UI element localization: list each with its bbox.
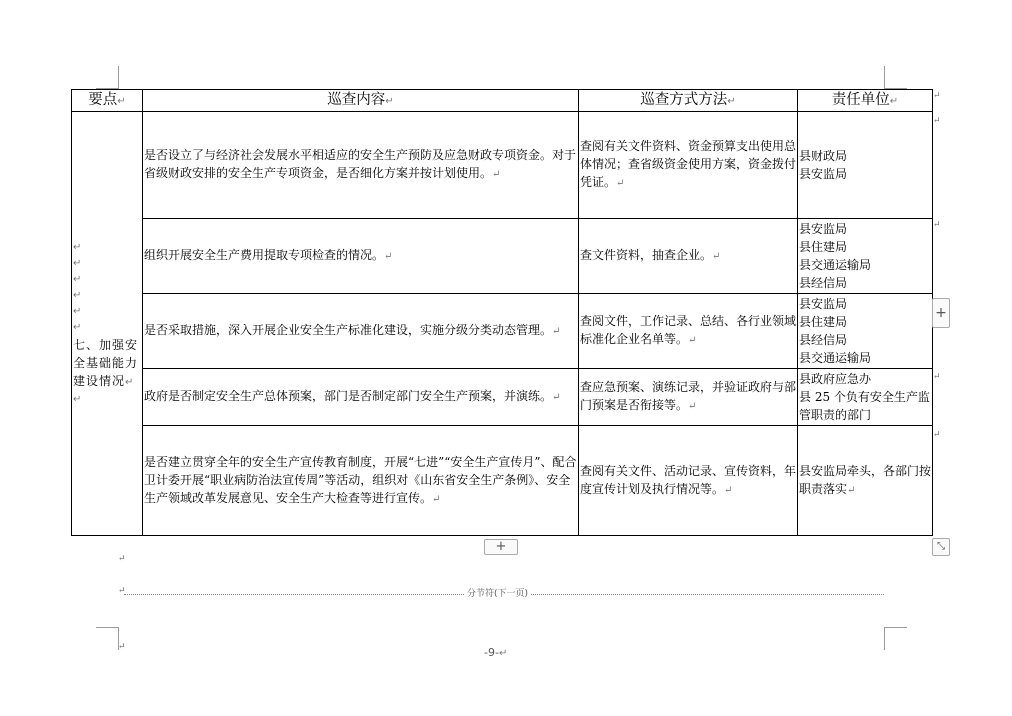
method-cell[interactable]: 查阅有关文件资料、资金预算支出使用总体情况；查省级资金使用方案，资金拨付凭证。↵ <box>579 112 798 219</box>
table-row <box>72 112 933 219</box>
content-cell[interactable]: 政府是否制定安全生产总体预案，部门是否制定部门安全生产预案，并演练。↵ <box>143 369 579 426</box>
row-end-mark: ↵ <box>933 116 941 126</box>
method-cell[interactable]: 查阅有关文件、活动记录、宣传资料，年度宣传计划及执行情况等。↵ <box>579 426 798 536</box>
table-row <box>72 369 933 426</box>
content-cell[interactable]: 是否建立贯穿全年的安全生产宣传教育制度，开展“七进”“安全生产宣传月”、配合卫计委开展“职业病防治法宣传周”等活动，组织对《山东省安全生产条例》、安全生产领域改革发展意见、安全生产大检查等进行宣传。↵ <box>143 426 579 536</box>
section-break-label: 分节符(下一页) <box>464 586 531 599</box>
add-column-button[interactable]: + <box>932 298 950 328</box>
header-key[interactable]: 要点↵ <box>72 90 143 112</box>
header-method[interactable]: 巡查方式方法↵ <box>579 90 798 112</box>
content-cell[interactable]: 是否设立了与经济社会发展水平相适应的安全生产预防及应急财政专项资金。对于省级财政安排的安全生产专项资金，是否细化方案并按计划使用。↵ <box>143 112 579 219</box>
content-cell[interactable]: 是否采取措施，深入开展企业安全生产标准化建设，实施分级分类动态管理。↵ <box>143 294 579 369</box>
table-row <box>72 294 933 369</box>
section-break <box>124 586 884 598</box>
header-unit[interactable]: 责任单位↵ <box>798 90 933 112</box>
method-cell[interactable]: 查阅文件，工作记录、总结、各行业领域标准化企业名单等。↵ <box>579 294 798 369</box>
key-section-cell[interactable]: ↵ ↵ ↵ ↵ ↵ ↵ 七、加强安全基础能力建设情况↵ ↵ <box>72 112 143 536</box>
method-cell[interactable]: 查应急预案、演练记录，并验证政府与部门预案是否衔接等。↵ <box>579 369 798 426</box>
inspection-table <box>71 89 933 536</box>
key-section-label: 七、加强安全基础能力建设情况 <box>73 337 139 388</box>
paragraph-mark: ↵ <box>118 586 126 596</box>
add-row-button[interactable]: + <box>484 539 518 555</box>
paragraph-mark: ↵ <box>118 642 126 652</box>
method-cell[interactable]: 查文件资料，抽查企业。↵ <box>579 219 798 294</box>
unit-cell[interactable]: 县安监局 县住建局 县交通运输局 县经信局 <box>798 219 933 294</box>
row-end-mark: ↵ <box>933 91 941 101</box>
crop-mark-top-left <box>96 66 119 89</box>
page-number: -9-↵ <box>484 646 508 659</box>
crop-mark-top-right <box>884 66 907 89</box>
table-row <box>72 219 933 294</box>
table-row <box>72 426 933 536</box>
crop-mark-bottom-right <box>884 627 907 650</box>
row-end-mark: ↵ <box>933 220 941 230</box>
table-header-row <box>72 90 933 112</box>
unit-cell[interactable]: 县财政局 县安监局 <box>798 112 933 219</box>
unit-cell[interactable]: 县政府应急办 县 25 个负有安全生产监管职责的部门 <box>798 369 933 426</box>
unit-cell[interactable]: 县安监局牵头，各部门按职责落实↵ <box>798 426 933 536</box>
table-resize-handle[interactable]: ⤡ <box>932 538 950 556</box>
paragraph-mark: ↵ <box>118 554 126 564</box>
unit-cell[interactable]: 县安监局 县住建局 县经信局 县交通运输局 <box>798 294 933 369</box>
header-content[interactable]: 巡查内容↵ <box>143 90 579 112</box>
row-end-mark: ↵ <box>933 372 941 382</box>
crop-mark-bottom-left <box>96 627 119 650</box>
row-end-mark: ↵ <box>933 430 941 440</box>
content-cell[interactable]: 组织开展安全生产费用提取专项检查的情况。↵ <box>143 219 579 294</box>
